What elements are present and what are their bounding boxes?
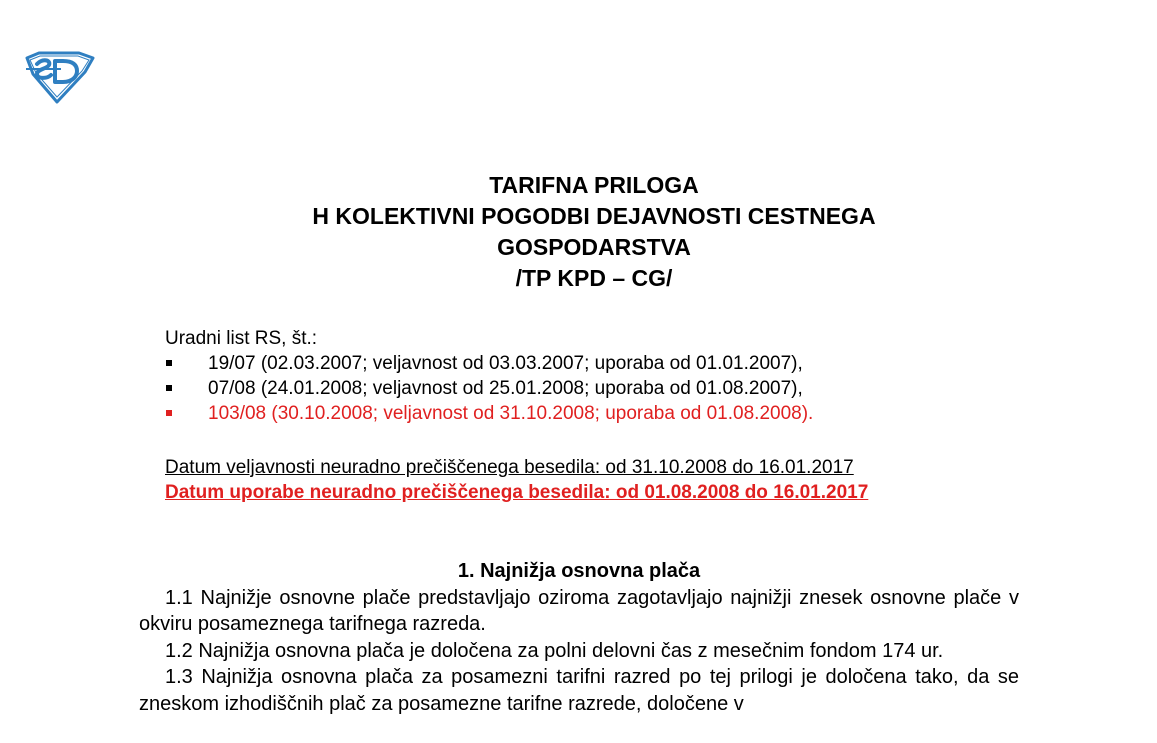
validity-dates [165, 455, 868, 505]
section-1 [139, 558, 1019, 717]
gazette-item-highlighted [165, 401, 813, 426]
paragraph-1-2: 1.2 Najnižja osnovna plača je določena za polni delovni čas z mesečnim fondom 174 ur. [165, 639, 944, 662]
paragraph-1-1: 1.1 Najnižje osnovne plače predstavljajo oziroma zagotavljajo najnižji znesek osnovne plače v okviru posameznega tarifnega razreda. [139, 586, 1019, 635]
sd-shield-logo-icon [21, 50, 97, 104]
gazette-heading: Uradni list RS, št.: [165, 328, 318, 349]
gazette-item [165, 376, 813, 401]
usage-date-text: Datum uporabe neuradno prečiščenega besedila: od 01.08.2008 do 16.01.2017 [165, 482, 869, 503]
validity-date-text: Datum veljavnosti neuradno prečiščenega besedila: od 31.10.2008 do 16.01.2017 [165, 457, 854, 478]
gazette-item-text: 19/07 (02.03.2007; veljavnost od 03.03.2007; uporaba od 01.01.2007), [208, 353, 803, 374]
bullet-icon [166, 360, 172, 366]
title-line-1: TARIFNA PRILOGA [489, 172, 699, 198]
section-heading: 1. Najnižja osnovna plača [457, 560, 701, 582]
title-line-3: GOSPODARSTVA [497, 234, 691, 260]
bullet-icon [166, 410, 172, 416]
bullet-icon [166, 385, 172, 391]
paragraph-1-3: 1.3 Najnižja osnovna plača za posamezni tarifni razred po tej prilogi je določena tako, da se zneskom izhodiščnih plač za posamezne tarifne razrede, določene v [139, 666, 1019, 715]
title-line-4: /TP KPD – CG/ [515, 265, 673, 291]
title-line-2: H KOLEKTIVNI POGODBI DEJAVNOSTI CESTNEGA [312, 203, 876, 229]
official-gazette-list [165, 326, 813, 426]
gazette-item-text: 07/08 (24.01.2008; veljavnost od 25.01.2008; uporaba od 01.08.2007), [208, 378, 803, 399]
gazette-item-text: 103/08 (30.10.2008; veljavnost od 31.10.2008; uporaba od 01.08.2008). [208, 403, 814, 424]
gazette-item [165, 351, 813, 376]
document-title [240, 170, 948, 294]
